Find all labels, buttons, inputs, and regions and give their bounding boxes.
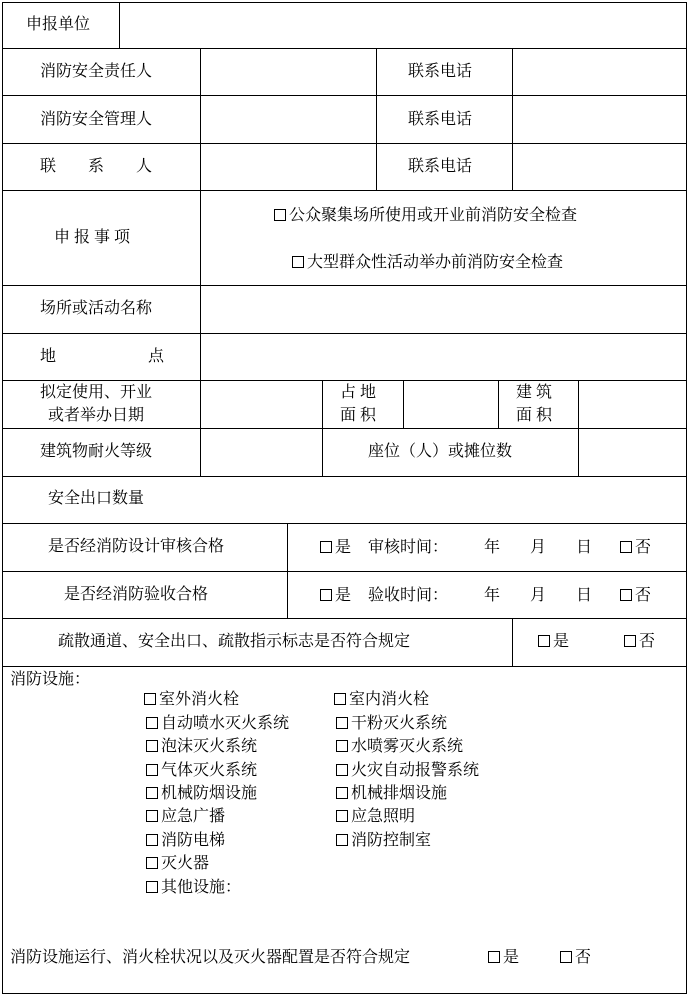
rule — [2, 143, 686, 144]
rule — [2, 2, 3, 994]
acceptance-no[interactable]: 否 — [620, 588, 651, 604]
facility-item[interactable]: 灭火器 — [146, 856, 209, 872]
review-no[interactable]: 否 — [620, 540, 651, 556]
checkbox-icon[interactable] — [146, 740, 158, 752]
review-year: 年 — [484, 539, 501, 556]
rule — [403, 380, 404, 428]
facility-item[interactable]: 自动喷水灭火系统 — [146, 716, 289, 732]
checkbox-icon[interactable] — [146, 810, 158, 822]
acceptance-label: 是否经消防验收合格 — [64, 586, 209, 603]
exit-count-label: 安全出口数量 — [48, 490, 145, 507]
apply-option-1[interactable]: 公众聚集场所使用或开业前消防安全检查 — [274, 208, 577, 224]
evacuation-yes[interactable]: 是 — [538, 634, 569, 650]
land-area-line1: 占 地 — [340, 384, 377, 401]
checkbox-icon[interactable] — [334, 693, 346, 705]
checkbox-icon[interactable] — [620, 541, 632, 553]
checkbox-icon[interactable] — [320, 589, 332, 601]
apply-option-2[interactable]: 大型群众性活动举办前消防安全检查 — [292, 255, 563, 271]
evacuation-label: 疏散通道、安全出口、疏散指示标志是否符合规定 — [58, 633, 411, 650]
facility-item[interactable]: 干粉灭火系统 — [336, 716, 447, 732]
rule — [376, 48, 377, 190]
land-area-line2: 面 积 — [340, 407, 377, 424]
phone-label: 联系电话 — [408, 63, 473, 80]
rule — [2, 476, 686, 477]
checkbox-icon[interactable] — [146, 881, 158, 893]
building-area-line2: 面 积 — [516, 407, 553, 424]
manager-label: 消防安全管理人 — [40, 111, 153, 128]
checkbox-icon[interactable] — [488, 951, 500, 963]
checkbox-icon[interactable] — [144, 693, 156, 705]
venue-name-label: 场所或活动名称 — [40, 300, 153, 317]
facility-item[interactable]: 机械排烟设施 — [336, 786, 447, 802]
review-time-label: 审核时间： — [368, 539, 449, 556]
rule — [2, 95, 686, 96]
facility-item[interactable]: 室内消火栓 — [334, 692, 429, 708]
acceptance-year: 年 — [484, 587, 501, 604]
acceptance-month: 月 — [530, 587, 547, 604]
facility-item[interactable]: 水喷雾灭火系统 — [336, 739, 463, 755]
fire-rating-label: 建筑物耐火等级 — [40, 443, 153, 460]
checkbox-icon[interactable] — [336, 834, 348, 846]
facility-item[interactable]: 泡沫灭火系统 — [146, 739, 257, 755]
facilities-compliance-label: 消防设施运行、消火栓状况以及灭火器配置是否符合规定 — [10, 949, 411, 966]
checkbox-icon[interactable] — [292, 256, 304, 268]
seats-label: 座位（人）或摊位数 — [368, 443, 513, 460]
checkbox-icon[interactable] — [624, 635, 636, 647]
checkbox-icon[interactable] — [146, 857, 158, 869]
phone-label: 联系电话 — [408, 111, 473, 128]
checkbox-icon[interactable] — [274, 209, 286, 221]
review-day: 日 — [576, 539, 593, 556]
facility-item[interactable]: 应急照明 — [336, 809, 415, 825]
rule — [2, 380, 686, 381]
compliance-yes[interactable]: 是 — [488, 950, 519, 966]
address-label-left: 地 — [40, 348, 57, 365]
checkbox-icon[interactable] — [146, 764, 158, 776]
facility-item[interactable]: 消防电梯 — [146, 833, 225, 849]
checkbox-icon[interactable] — [146, 787, 158, 799]
rule — [2, 285, 686, 286]
contact-label: 联 系 人 — [40, 158, 153, 175]
acceptance-yes[interactable]: 是 — [320, 588, 351, 604]
phone-label: 联系电话 — [408, 158, 473, 175]
checkbox-icon[interactable] — [538, 635, 550, 647]
rule — [2, 666, 686, 667]
checkbox-icon[interactable] — [146, 717, 158, 729]
checkbox-icon[interactable] — [336, 787, 348, 799]
rule — [287, 523, 288, 618]
facility-item[interactable]: 气体灭火系统 — [146, 763, 257, 779]
rule — [2, 618, 686, 619]
checkbox-icon[interactable] — [320, 541, 332, 553]
facility-item[interactable]: 火灾自动报警系统 — [336, 763, 479, 779]
apply-items-label: 申 报 事 项 — [54, 229, 131, 246]
checkbox-icon[interactable] — [560, 951, 572, 963]
address-label-right: 点 — [148, 348, 165, 365]
building-area-line1: 建 筑 — [516, 384, 553, 401]
acceptance-day: 日 — [576, 587, 593, 604]
acceptance-time-label: 验收时间： — [368, 587, 449, 604]
rule — [2, 333, 686, 334]
facility-item[interactable]: 机械防烟设施 — [146, 786, 257, 802]
rule — [686, 2, 687, 994]
date-label-line1: 拟定使用、开业 — [40, 384, 153, 401]
compliance-no[interactable]: 否 — [560, 950, 591, 966]
facilities-label: 消防设施： — [10, 671, 91, 688]
checkbox-icon[interactable] — [336, 740, 348, 752]
rule — [2, 428, 686, 429]
evacuation-no[interactable]: 否 — [624, 634, 655, 650]
responsible-label: 消防安全责任人 — [40, 63, 153, 80]
checkbox-icon[interactable] — [146, 834, 158, 846]
rule — [578, 380, 579, 476]
rule — [512, 618, 513, 666]
unit-label: 申报单位 — [26, 16, 91, 33]
facility-item[interactable]: 其他设施： — [146, 880, 241, 896]
rule — [200, 48, 201, 476]
unit-field[interactable] — [120, 3, 686, 48]
rule — [322, 380, 323, 476]
rule — [512, 48, 513, 190]
checkbox-icon[interactable] — [336, 810, 348, 822]
rule — [2, 48, 686, 49]
facility-item[interactable]: 应急广播 — [146, 809, 225, 825]
design-review-label: 是否经消防设计审核合格 — [48, 538, 225, 555]
rule — [2, 190, 686, 191]
checkbox-icon[interactable] — [620, 589, 632, 601]
facility-item[interactable]: 室外消火栓 — [144, 692, 239, 708]
rule — [2, 571, 686, 572]
rule — [498, 380, 499, 428]
rule — [2, 523, 686, 524]
checkbox-icon[interactable] — [336, 717, 348, 729]
review-yes[interactable]: 是 — [320, 540, 351, 556]
facility-item[interactable]: 消防控制室 — [336, 833, 431, 849]
date-label-line2: 或者举办日期 — [48, 407, 145, 424]
review-month: 月 — [530, 539, 547, 556]
checkbox-icon[interactable] — [336, 764, 348, 776]
rule — [2, 993, 686, 994]
